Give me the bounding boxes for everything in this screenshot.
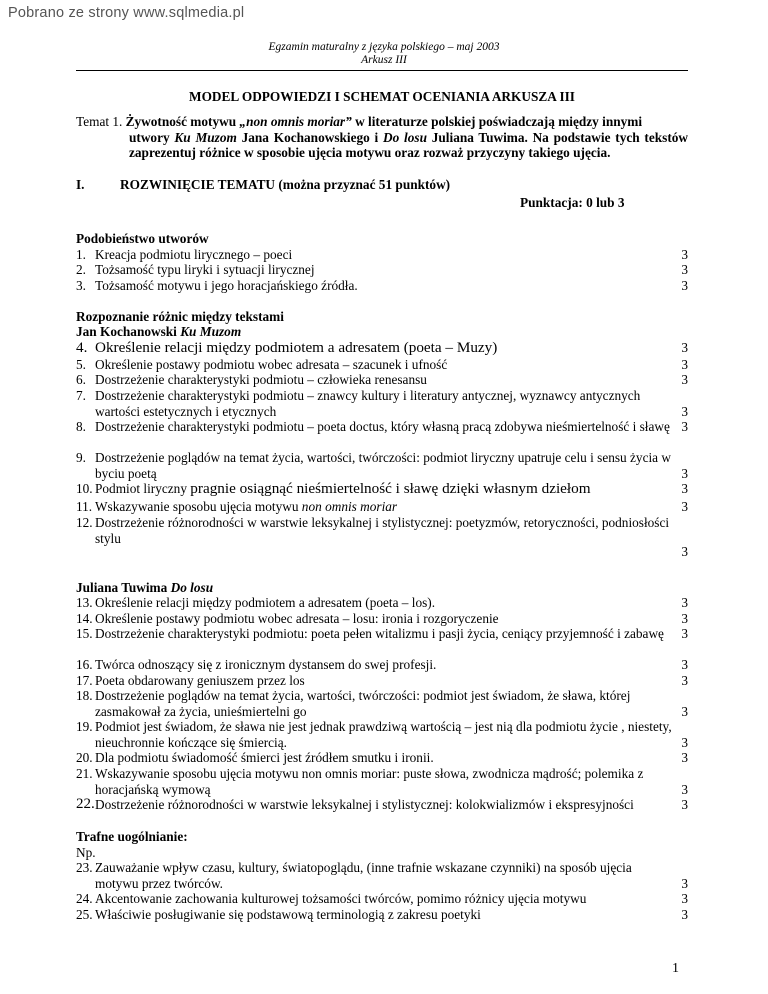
- criterion-item: 1. Kreacja podmiotu lirycznego – poeci 3: [76, 247, 688, 262]
- subheading-tuwim: Juliana Tuwima Do losu: [76, 580, 214, 595]
- criterion-item: 23. Zauważanie wpływ czasu, kultury, światopoglądu, (inne trafnie wskazane czynniki) na sposób ujęcia motywu przez twórców. 3: [76, 860, 688, 891]
- criterion-item: 4. Określenie relacji między podmiotem a adresatem (poeta – Muzy) 3: [76, 339, 688, 356]
- criterion-item: 7. Dostrzeżenie charakterystyki podmiotu – znawcy kultury i literatury antycznej, wyznawcy antycznych wartości estetycznych i etycznych 3: [76, 388, 688, 419]
- topic-text: Żywotność motywu: [125, 114, 240, 129]
- exam-header-line2: Arkusz III: [361, 54, 407, 66]
- criterion-item: 5. Określenie postawy podmiotu wobec adresata – szacunek i ufność 3: [76, 357, 688, 372]
- criterion-item: 14. Określenie postawy podmiotu wobec adresata – losu: ironia i rozgoryczenie 3: [76, 611, 688, 626]
- topic-block: [76, 114, 688, 161]
- section-number: I.: [76, 177, 85, 192]
- criterion-item: 2. Tożsamość typu liryki i sytuacji lirycznej 3: [76, 262, 688, 277]
- section-title: ROZWINIĘCIE TEMATU (można przyznać 51 punktów): [120, 177, 451, 192]
- subheading-differences: Rozpoznanie różnic między tekstami: [76, 309, 284, 324]
- criterion-item: 20. Dla podmiotu świadomość śmierci jest źródłem smutku i ironii. 3: [76, 750, 688, 765]
- criterion-item: 13. Określenie relacji między podmiotem a adresatem (poeta – los). 3: [76, 595, 688, 610]
- criterion-item: 6. Dostrzeżenie charakterystyki podmiotu – człowieka renesansu 3: [76, 372, 688, 387]
- criterion-item: 3. Tożsamość motywu i jego horacjańskiego źródła. 3: [76, 278, 688, 293]
- topic-prefix: Temat 1.: [76, 114, 126, 129]
- criterion-item: 19. Podmiot jest świadom, że sława nie jest jednak prawdziwą wartością – jest nią dla podmiotu życie , niestety, nieuchronnie kończące się śmiercią. 3: [76, 719, 688, 750]
- criterion-item: 25. Właściwie posługiwanie się podstawową terminologią z zakresu poetyki 3: [76, 907, 688, 922]
- topic-text: Jana Kochanowskiego i: [236, 129, 384, 145]
- criterion-item: 21. Wskazywanie sposobu ujęcia motywu non omnis moriar: puste słowa, zwodnicza mądrość; polemika z horacjańską wymową 3: [76, 766, 688, 797]
- exam-header-line1: Egzamin maturalny z języka polskiego – maj 2003: [268, 41, 500, 53]
- criterion-item: 24. Akcentowanie zachowania kulturowej tożsamości twórców, pomimo różnicy ujęcia motywu 3: [76, 891, 688, 906]
- page-title: MODEL ODPOWIEDZI I SCHEMAT OCENIANIA ARKUSZA III: [189, 89, 575, 104]
- header-rule: [76, 70, 688, 71]
- criterion-item: 18. Dostrzeżenie poglądów na temat życia, wartości, twórczości: podmiot jest świadom, że sława, której zasmakował za życia, unieśmiertelni go 3: [76, 688, 688, 719]
- criterion-item: 11. Wskazywanie sposobu ujęcia motywu non omnis moriar 3: [76, 499, 688, 514]
- criterion-item: 17. Poeta obdarowany geniuszem przez los 3: [76, 673, 688, 688]
- subheading-generalization: Trafne uogólnianie:: [76, 829, 188, 844]
- criterion-item: 16. Twórca odnoszący się z ironicznym dystansem do swej profesji. 3: [76, 657, 688, 672]
- example-label: Np.: [76, 845, 96, 860]
- subheading-kochanowski: Jan Kochanowski Ku Muzom: [76, 324, 242, 339]
- watermark: Pobrano ze strony www.sqlmedia.pl: [8, 5, 245, 21]
- topic-motif: „non omnis moriar”: [239, 114, 352, 129]
- criterion-item: 12. Dostrzeżenie różnorodności w warstwie leksykalnej i stylistycznej: poetyzmów, retoryczności, podniosłości stylu 3: [76, 515, 688, 559]
- topic-text: Juliana Tuwima. Na podstawie tych tekstów zaprezentuj różnice w sposobie ujęcia motywu oraz rozważ przyczyny takiego ujęcia.: [129, 129, 688, 160]
- criterion-item: 10. Podmiot liryczny pragnie osiągnąć nieśmiertelność i sławę dzięki własnym dziełom 3: [76, 480, 688, 497]
- topic-text: w literaturze polskiej poświadczają między innymi: [351, 114, 643, 129]
- criterion-item: 15. Dostrzeżenie charakterystyki podmiotu: poeta pełen witalizmu i pasji życia, ceniący przyjemność i zabawę 3: [76, 626, 688, 641]
- topic-work-title: Do losu: [383, 129, 427, 145]
- criterion-item: 22. Dostrzeżenie różnorodności w warstwie leksykalnej i stylistycznej: kolokwializmów i ekspresyjności 3: [76, 796, 688, 812]
- criterion-item: 8. Dostrzeżenie charakterystyki podmiotu – poeta doctus, który własną pracą zdobywa nieśmiertelność i sławę 3: [76, 419, 688, 434]
- subheading-similarity: Podobieństwo utworów: [76, 231, 209, 246]
- page-number: 1: [672, 961, 679, 976]
- criterion-item: 9. Dostrzeżenie poglądów na temat życia, wartości, twórczości: podmiot liryczny upatruje celu i sensu życia w byciu poetą 3: [76, 450, 688, 481]
- topic-work-title: Ku Muzom: [174, 129, 237, 145]
- scoring-note: Punktacja: 0 lub 3: [520, 195, 625, 210]
- topic-text: utwory: [129, 129, 175, 145]
